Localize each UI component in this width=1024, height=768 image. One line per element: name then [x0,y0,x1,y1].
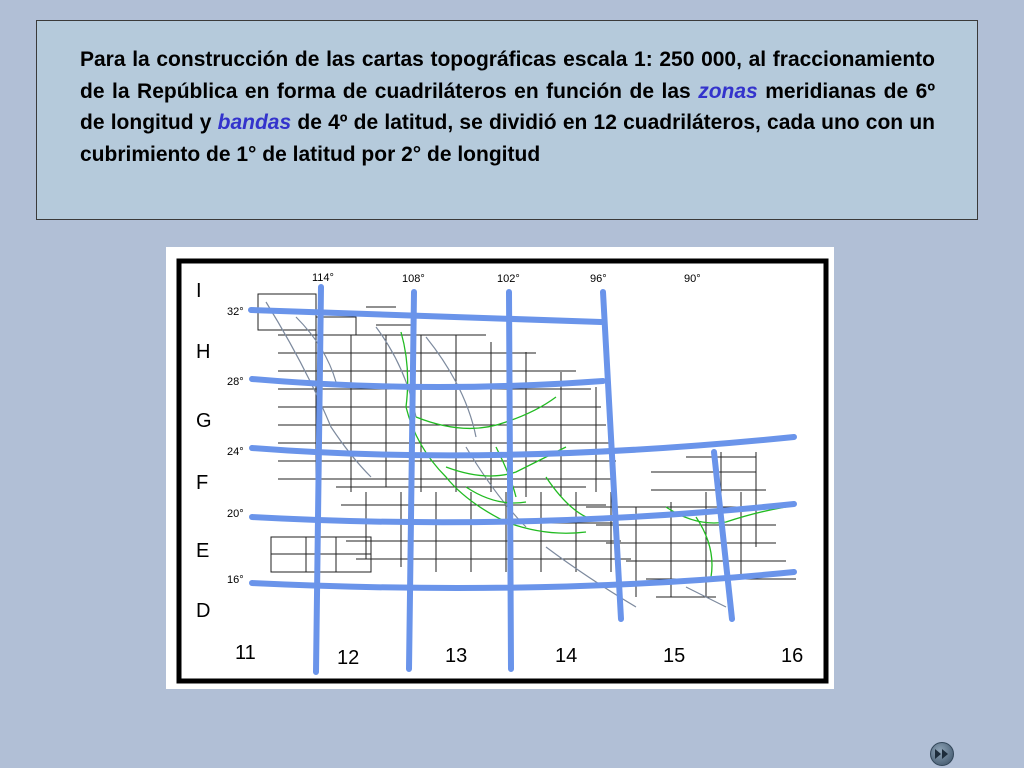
zone-number: 14 [555,645,578,667]
band-letter: G [196,410,212,432]
latitude-label: 20° [227,508,244,520]
zone-number: 15 [663,645,686,667]
zone-number: 12 [337,647,360,669]
description-part-1: Para la construcción de las cartas topográficas escala 1: 250 000, al fraccionamiento de la República en forma de cuadriláteros en función de las [80,48,935,103]
description-part-3: de 4º de latitud, se dividió en 12 cuadriláteros, cada uno con un cubrimiento de 1° de latitud por 2° de longitud [80,111,936,166]
next-slide-button[interactable] [930,742,954,766]
latitude-label: 28° [227,376,244,388]
map-svg [166,247,834,689]
band-letter: E [196,540,210,562]
zone-number: 16 [781,645,804,667]
longitude-label: 114° [312,272,334,284]
longitude-label: 108° [402,273,425,285]
bandas-term: bandas [217,111,292,134]
description-text [80,44,935,170]
longitude-label: 90° [684,273,701,285]
description-part-2: meridianas de 6º de longitud y [80,79,935,134]
longitude-label: 102° [497,273,520,285]
latitude-label: 16° [227,574,244,586]
longitude-label: 96° [590,273,607,285]
band-letter: F [196,472,209,494]
latitude-label: 32° [227,306,244,318]
band-letter: H [196,341,211,363]
zone-number: 13 [445,645,468,667]
latitude-label: 24° [227,446,244,458]
zone-number: 11 [235,642,256,664]
mexico-grid-map [166,247,834,689]
play-forward-icon [934,748,950,760]
band-letter: D [196,600,211,622]
description-box [36,20,978,220]
zonas-term: zonas [698,79,758,103]
band-letter: I [196,280,202,302]
